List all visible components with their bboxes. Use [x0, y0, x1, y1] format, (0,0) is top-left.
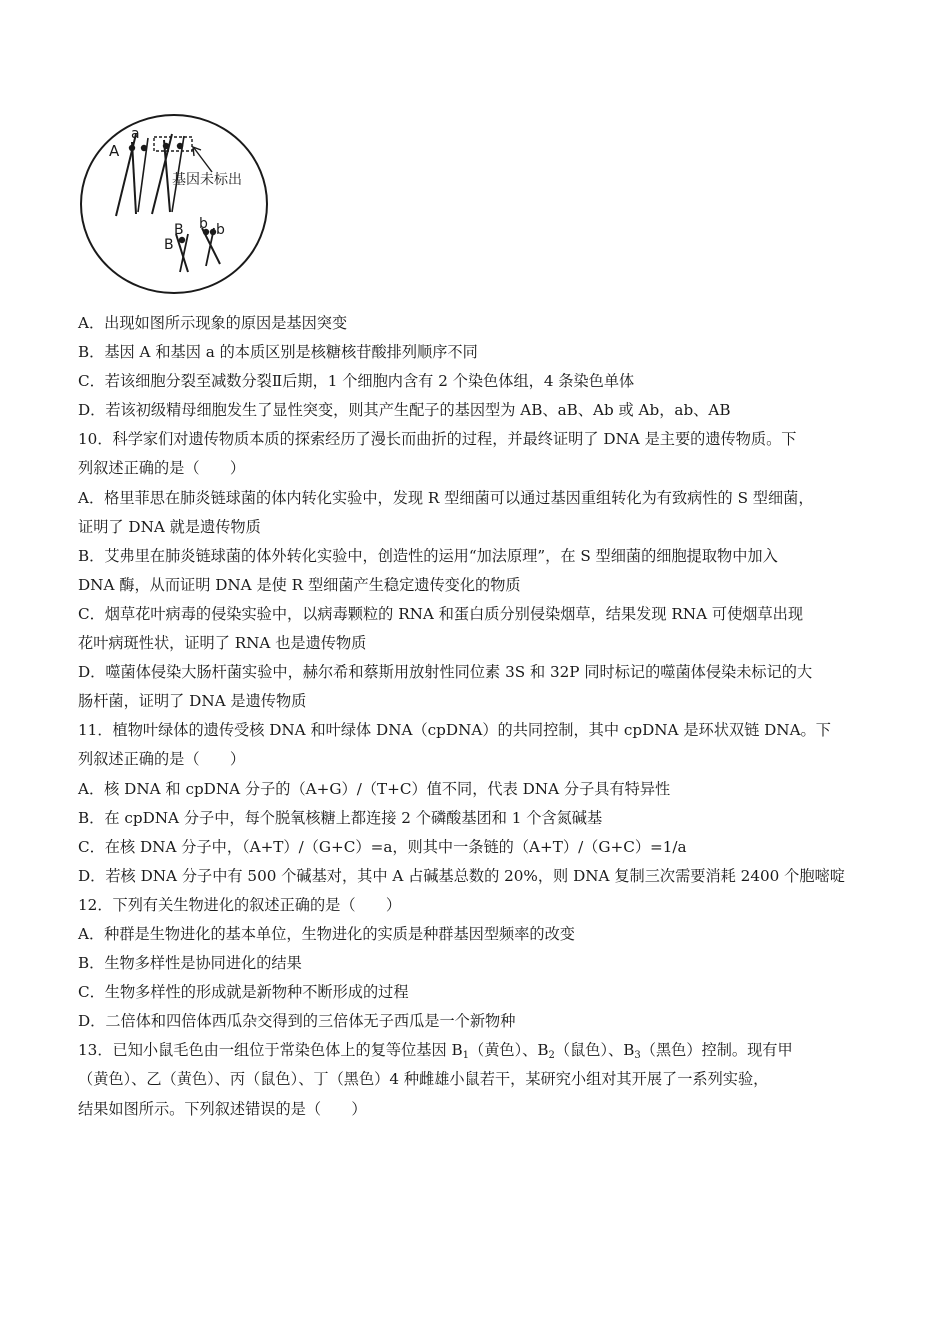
q9-option-c[interactable]: C．若该细胞分裂至减数分裂Ⅱ后期，1 个细胞内含有 2 个染色体组，4 条染色单体	[78, 372, 635, 391]
allele-label-A: A	[109, 142, 120, 160]
q10-option-a-line-1: A．格里菲思在肺炎链球菌的体内转化实验中，发现 R 型细菌可以通过基因重组转化为有致病性的 S 型细菌，	[78, 488, 814, 507]
q13-stem-text-mid1: （黄色）、B	[469, 1041, 549, 1060]
pointer-arrow	[194, 148, 212, 172]
question-content	[78, 309, 878, 1124]
subscript-3: 3	[634, 1050, 641, 1062]
q12-option-a[interactable]: A．种群是生物进化的基本单位，生物进化的实质是种群基因型频率的改变	[78, 924, 575, 943]
q10-option-a[interactable]	[78, 484, 878, 542]
centromere	[129, 145, 135, 151]
q10-option-b[interactable]	[78, 542, 878, 600]
chromosome-diagram	[76, 112, 272, 296]
q13-stem-text-mid2: （鼠色）、B	[554, 1041, 635, 1060]
allele-label-B-lower: B	[164, 237, 174, 253]
centromere	[177, 143, 183, 149]
q11-stem-line-1: 11．植物叶绿体的遗传受核 DNA 和叶绿体 DNA（cpDNA）的共同控制，其中 cpDNA 是环状双链 DNA。下	[78, 721, 831, 740]
dashed-gene-box	[154, 137, 192, 151]
q10-option-a-line-2: 证明了 DNA 就是遗传物质	[78, 517, 261, 536]
chromosome-arm	[132, 142, 136, 214]
q9-option-b[interactable]: B．基因 A 和基因 a 的本质区别是核糖核苷酸排列顺序不同	[78, 343, 478, 362]
allele-label-a: a	[131, 126, 140, 142]
q13-stem-line-3: 结果如图所示。下列叙述错误的是（ ）	[78, 1099, 367, 1118]
q10-option-c-line-2: 花叶病斑性状，证明了 RNA 也是遗传物质	[78, 634, 367, 653]
centromere	[163, 143, 169, 149]
q10-option-c[interactable]	[78, 600, 878, 658]
q12-option-c[interactable]: C．生物多样性的形成就是新物种不断形成的过程	[78, 983, 409, 1002]
q13-stem-line-1	[78, 1036, 878, 1065]
subscript-2: 2	[548, 1050, 555, 1062]
subscript-1: 1	[462, 1050, 470, 1062]
q10-stem-line-2: 列叙述正确的是（ ）	[78, 459, 246, 478]
q9-option-a[interactable]: A．出现如图所示现象的原因是基因突变	[78, 314, 348, 332]
q11-stem-line-2: 列叙述正确的是（ ）	[78, 750, 246, 769]
q12-stem: 12．下列有关生物进化的叙述正确的是（ ）	[78, 895, 402, 914]
q13-stem-text-post: （黑色）控制。现有甲	[640, 1041, 793, 1060]
q10-stem-line-1: 10．科学家们对遗传物质本质的探索经历了漫长而曲折的过程，并最终证明了 DNA 是主要的遗传物质。下	[78, 430, 797, 449]
q10-option-d-line-1: D．噬菌体侵染大肠杆菌实验中，赫尔希和蔡斯用放射性同位素 3S 和 32P 同时标记的噬菌体侵染未标记的大	[78, 663, 813, 682]
q13-stem-line-2: （黄色）、乙（黄色）、丙（鼠色）、丁（黑色）4 种雌雄小鼠若干，某研究小组对其开展了一系列实验，	[78, 1070, 769, 1089]
q11-option-a[interactable]: A．核 DNA 和 cpDNA 分子的（A+G）/（T+C）值不同，代表 DNA 分子具有特异性	[78, 779, 671, 798]
allele-label-b: b	[199, 216, 208, 232]
q12-option-b[interactable]: B．生物多样性是协同进化的结果	[78, 954, 302, 973]
allele-label-b-right: b	[216, 222, 225, 238]
q10-option-c-line-1: C．烟草花叶病毒的侵染实验中，以病毒颗粒的 RNA 和蛋白质分别侵染烟草，结果发现 RNA 可使烟草出现	[78, 604, 804, 623]
q12-option-d[interactable]: D．二倍体和四倍体西瓜杂交得到的三倍体无子西瓜是一个新物种	[78, 1012, 516, 1031]
q10-option-d-line-2: 肠杆菌，证明了 DNA 是遗传物质	[78, 692, 307, 711]
q9-option-d[interactable]: D．若该初级精母细胞发生了显性突变，则其产生配子的基因型为 AB、aB、Ab 或 Ab，ab、AB	[78, 401, 731, 420]
q11-option-c[interactable]: C．在核 DNA 分子中，（A+T）/（G+C）=a，则其中一条链的（A+T）/（G+C）=1/a	[78, 837, 687, 856]
q11-option-b[interactable]: B．在 cpDNA 分子中，每个脱氧核糖上都连接 2 个磷酸基团和 1 个含氮碱基	[78, 808, 603, 827]
q10-option-b-line-2: DNA 酶，从而证明 DNA 是使 R 型细菌产生稳定遗传变化的物质	[78, 575, 521, 594]
q13-stem-text-pre: 13．已知小鼠毛色由一组位于常染色体上的复等位基因 B	[78, 1041, 463, 1060]
gene-not-marked-label: 基因未标出	[172, 172, 242, 188]
allele-label-B: B	[174, 222, 184, 238]
q11-option-d[interactable]: D．若核 DNA 分子中有 500 个碱基对，其中 A 占碱基总数的 20%，则 DNA 复制三次需要消耗 2400 个胞嘧啶	[78, 866, 845, 885]
q10-option-d[interactable]	[78, 658, 878, 716]
q10-option-b-line-1: B．艾弗里在肺炎链球菌的体外转化实验中，创造性的运用“加法原理”，在 S 型细菌的细胞提取物中加入	[78, 546, 778, 565]
